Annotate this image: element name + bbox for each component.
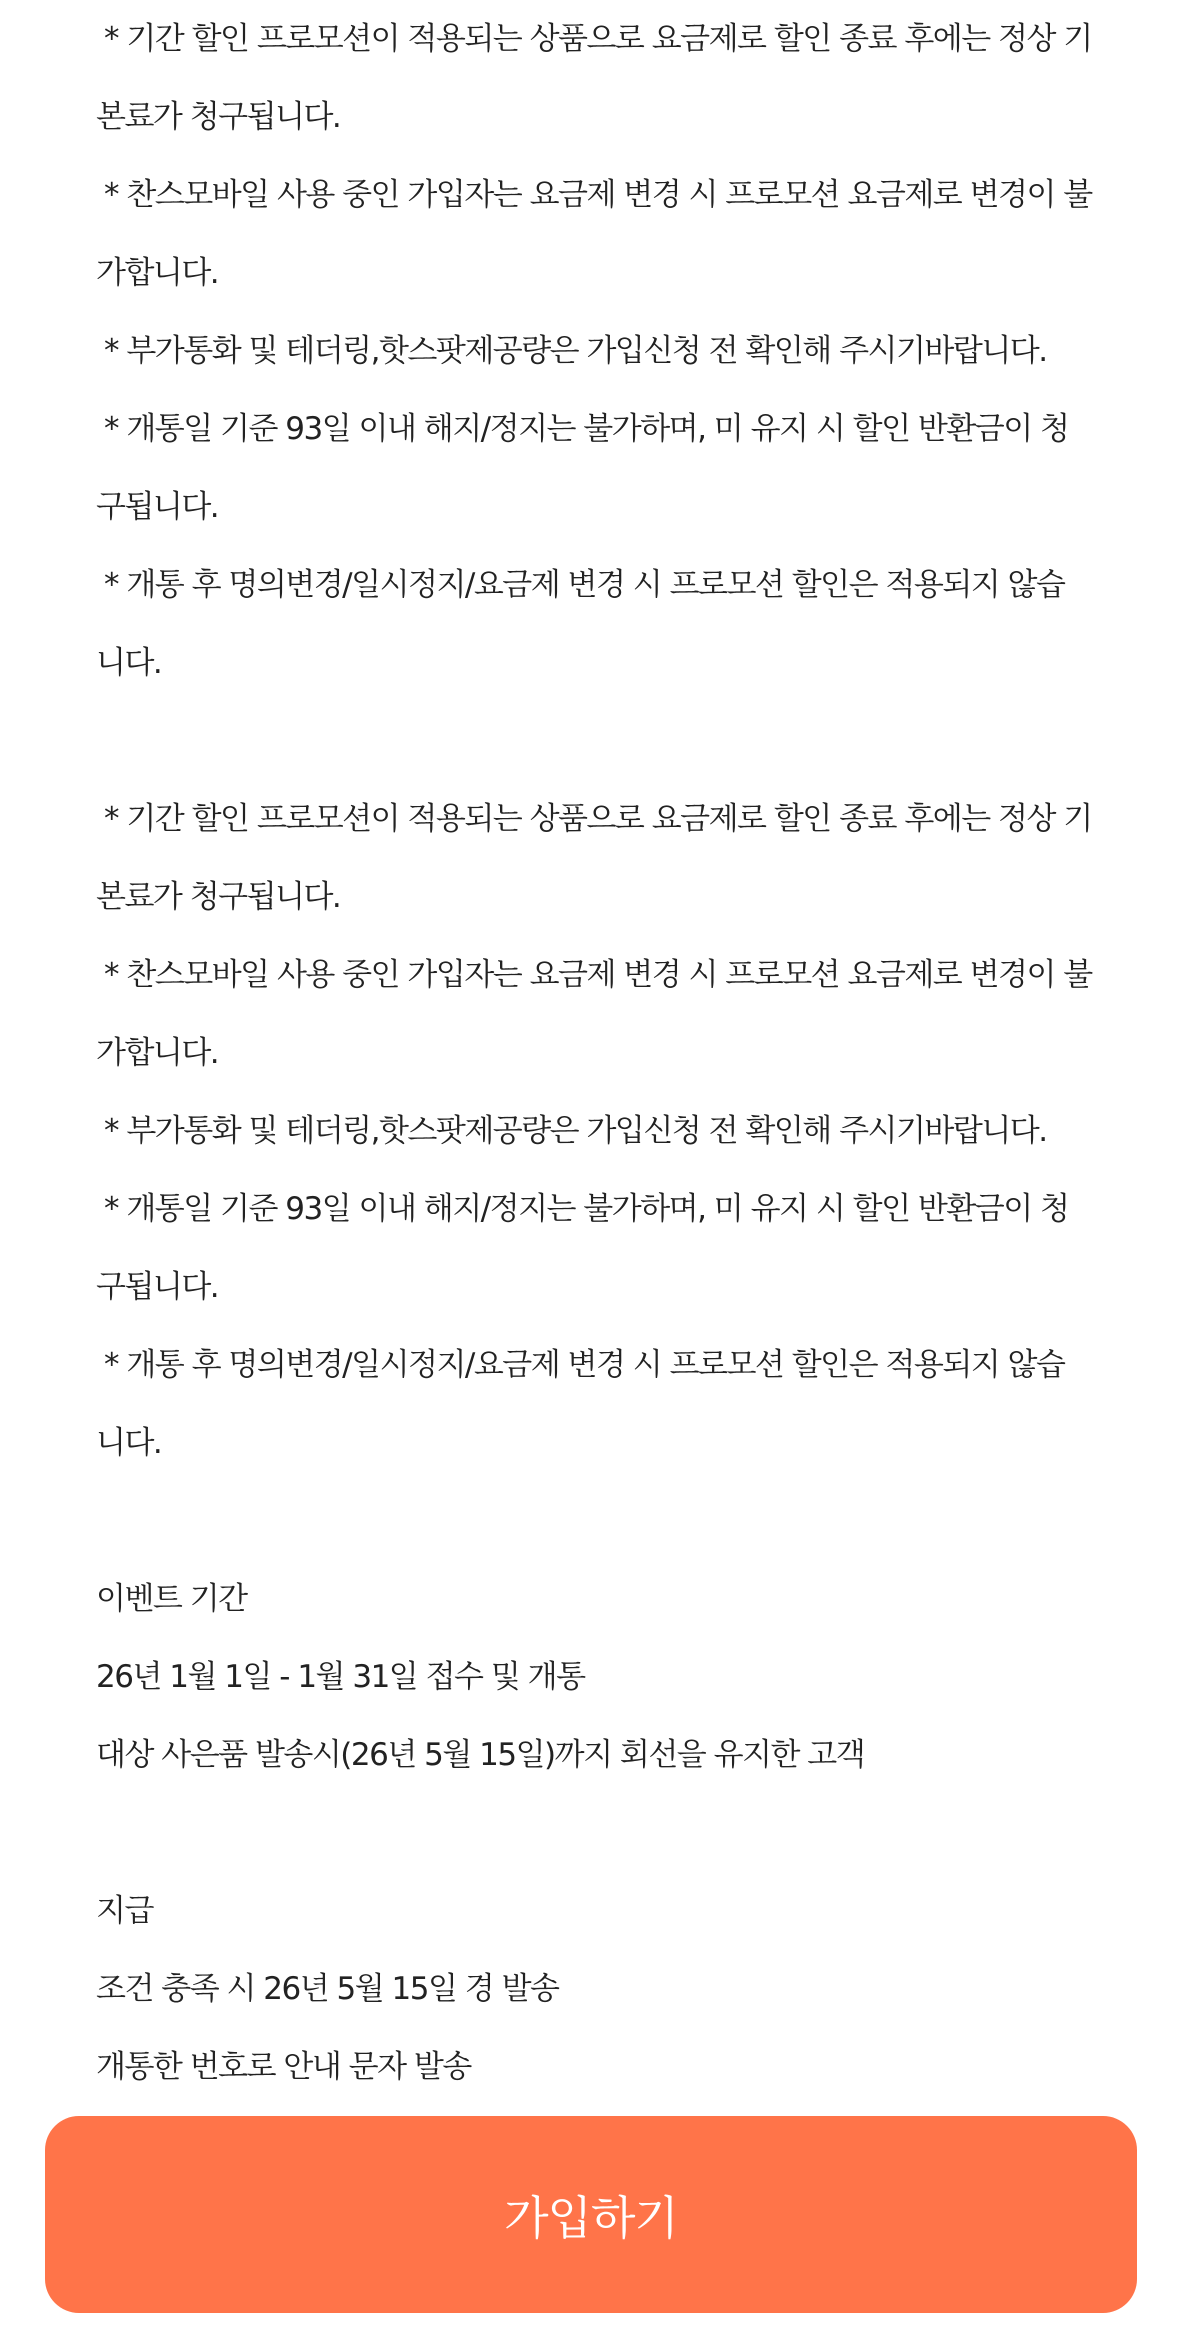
notice-line: * 개통 후 명의변경/일시정지/요금제 변경 시 프로모션 할인은 적용되지 않습 (104, 1347, 1065, 1383)
notice-line: 니다. (96, 1425, 162, 1461)
notice-line: 구됩니다. (96, 1269, 219, 1305)
notice-line: * 찬스모바일 사용 중인 가입자는 요금제 변경 시 프로모션 요금제로 변경이 불 (104, 957, 1092, 993)
notice-line: 가합니다. (96, 255, 219, 291)
notice-line: 니다. (96, 645, 162, 681)
notice-block (96, 0, 1096, 702)
event-period-line: 대상 사은품 발송시(26년 5월 15일)까지 회선을 유지한 고객 (96, 1737, 865, 1773)
event-period-section (96, 1560, 1096, 1794)
notice-line: * 개통일 기준 93일 이내 해지/정지는 불가하며, 미 유지 시 할인 반환금이 청 (104, 1191, 1069, 1227)
notice-line: * 부가통화 및 테더링,핫스팟제공량은 가입신청 전 확인해 주시기바랍니다. (104, 333, 1047, 369)
event-period-line: 26년 1월 1일 - 1월 31일 접수 및 개통 (96, 1659, 585, 1695)
notice-line: 구됩니다. (96, 489, 219, 525)
spacer (96, 1794, 1096, 1872)
notice-line: * 기간 할인 프로모션이 적용되는 상품으로 요금제로 할인 종료 후에는 정상 기 (104, 21, 1092, 57)
payment-heading: 지급 (96, 1893, 153, 1929)
event-period-heading: 이벤트 기간 (96, 1581, 247, 1617)
payment-line: 개통한 번호로 안내 문자 발송 (96, 2049, 471, 2085)
notice-line: 가합니다. (96, 1035, 219, 1071)
spacer (96, 702, 1096, 780)
notice-line: 본료가 청구됩니다. (96, 879, 341, 915)
notice-line: * 부가통화 및 테더링,핫스팟제공량은 가입신청 전 확인해 주시기바랍니다. (104, 1113, 1047, 1149)
notice-line: * 개통 후 명의변경/일시정지/요금제 변경 시 프로모션 할인은 적용되지 않습 (104, 567, 1065, 603)
join-button[interactable]: 가입하기 (45, 2116, 1137, 2313)
payment-section (96, 1872, 1096, 2106)
notice-line: 본료가 청구됩니다. (96, 99, 341, 135)
notice-content (96, 0, 1096, 2106)
notice-line: * 개통일 기준 93일 이내 해지/정지는 불가하며, 미 유지 시 할인 반환금이 청 (104, 411, 1069, 447)
payment-line: 조건 충족 시 26년 5월 15일 경 발송 (96, 1971, 559, 2007)
notice-line: * 찬스모바일 사용 중인 가입자는 요금제 변경 시 프로모션 요금제로 변경이 불 (104, 177, 1092, 213)
spacer (96, 1482, 1096, 1560)
notice-block (96, 780, 1096, 1482)
notice-line: * 기간 할인 프로모션이 적용되는 상품으로 요금제로 할인 종료 후에는 정상 기 (104, 801, 1092, 837)
